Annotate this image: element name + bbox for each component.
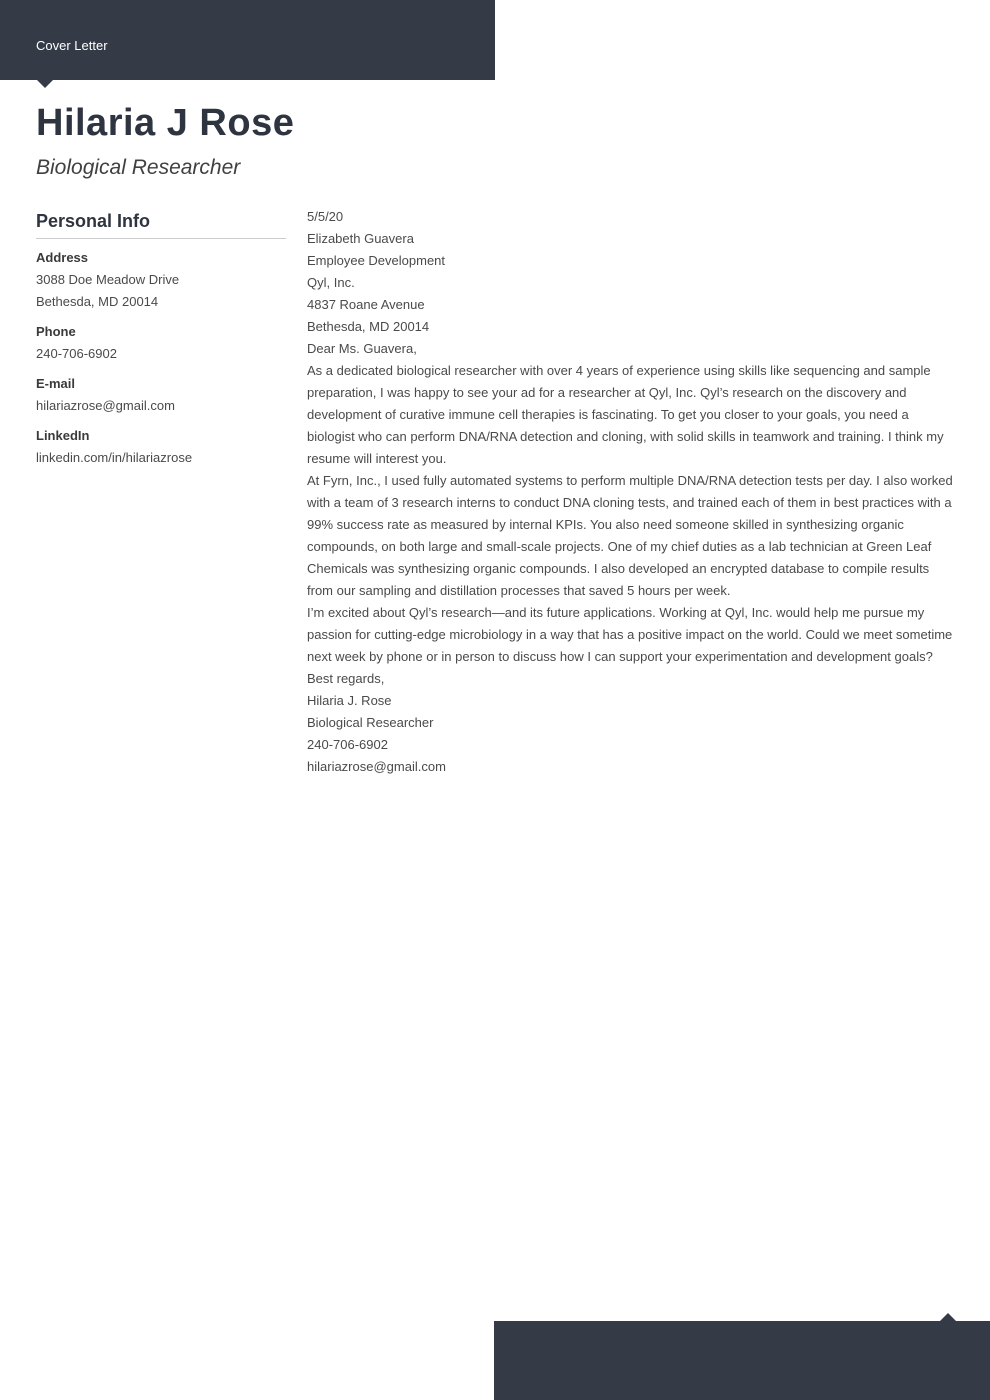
letter-paragraph: I’m excited about Qyl’s research—and its future applications. Working at Qyl, Inc. would help me pursue my passion for cutting-edge microbiology in a way that has a positive impact on the world. Could we meet sometime next week by phone or in person to discuss how I can support your experimentation and development goals? <box>307 605 953 664</box>
signature-line-email: hilariazrose@gmail.com <box>307 759 446 774</box>
recipient-line: 4837 Roane Avenue <box>307 297 425 312</box>
field-label-address: Address <box>36 250 89 265</box>
field-value-linkedin: linkedin.com/in/hilariazrose <box>36 450 193 465</box>
page-title: Hilaria J Rose <box>36 102 295 144</box>
closing: Best regards, <box>307 671 385 686</box>
letter-body <box>307 206 953 778</box>
job-title: Biological Researcher <box>36 156 241 179</box>
field-label-phone: Phone <box>36 324 76 339</box>
letter-paragraph: At Fyrn, Inc., I used fully automated systems to perform multiple DNA/RNA detection tests per day. I also worked with a team of 3 research interns to conduct DNA cloning tests, and trained each of them in best practices with a 99% success rate as measured by internal KPIs. You also need someone skilled in synthesizing organic compounds, on both large and small-scale projects. One of my chief duties as a lab technician at Green Leaf Chemicals was synthesizing organic compounds. I also developed an encrypted database to compile results from our sampling and distillation processes that saved 5 hours per week. <box>307 473 953 598</box>
recipient-line: Bethesda, MD 20014 <box>307 319 430 334</box>
field-label-linkedin: LinkedIn <box>36 428 90 443</box>
field-address <box>36 247 286 313</box>
recipient-line: Qyl, Inc. <box>307 275 355 290</box>
header-bar <box>0 0 495 80</box>
signature-line-title: Biological Researcher <box>307 715 434 730</box>
field-label-email: E-mail <box>36 376 76 391</box>
letter-paragraph: As a dedicated biological researcher with over 4 years of experience using skills like sequencing and sample preparation, I was happy to see your ad for a researcher at Qyl, Inc. Qyl’s research on the discovery and development of curative immune cell therapies is fascinating. To get you closer to your goals, you need a biologist who can perform DNA/RNA detection and cloning, with solid skills in teamwork and training. I think my resume will interest you. <box>307 363 944 466</box>
field-phone <box>36 321 286 365</box>
personal-info-section <box>36 210 286 469</box>
header-notch-icon <box>37 80 53 88</box>
field-linkedin <box>36 425 286 469</box>
field-value-address-line: 3088 Doe Meadow Drive <box>36 272 180 287</box>
salutation: Dear Ms. Guavera, <box>307 341 417 356</box>
letter-date: 5/5/20 <box>307 209 344 224</box>
field-email <box>36 373 286 417</box>
field-value-email: hilariazrose@gmail.com <box>36 398 175 413</box>
recipient-block <box>307 228 953 338</box>
field-value-phone: 240-706-6902 <box>36 346 117 361</box>
tab-cover-letter[interactable]: Cover Letter <box>36 38 108 53</box>
footer-bar <box>494 1321 990 1400</box>
personal-info-heading: Personal Info <box>36 210 286 239</box>
recipient-line: Elizabeth Guavera <box>307 231 414 246</box>
footer-notch-icon <box>940 1313 956 1321</box>
signature-block <box>307 690 953 778</box>
recipient-line: Employee Development <box>307 253 446 268</box>
field-value-address-line: Bethesda, MD 20014 <box>36 294 159 309</box>
signature-line-phone: 240-706-6902 <box>307 737 388 752</box>
signature-line-name: Hilaria J. Rose <box>307 693 392 708</box>
